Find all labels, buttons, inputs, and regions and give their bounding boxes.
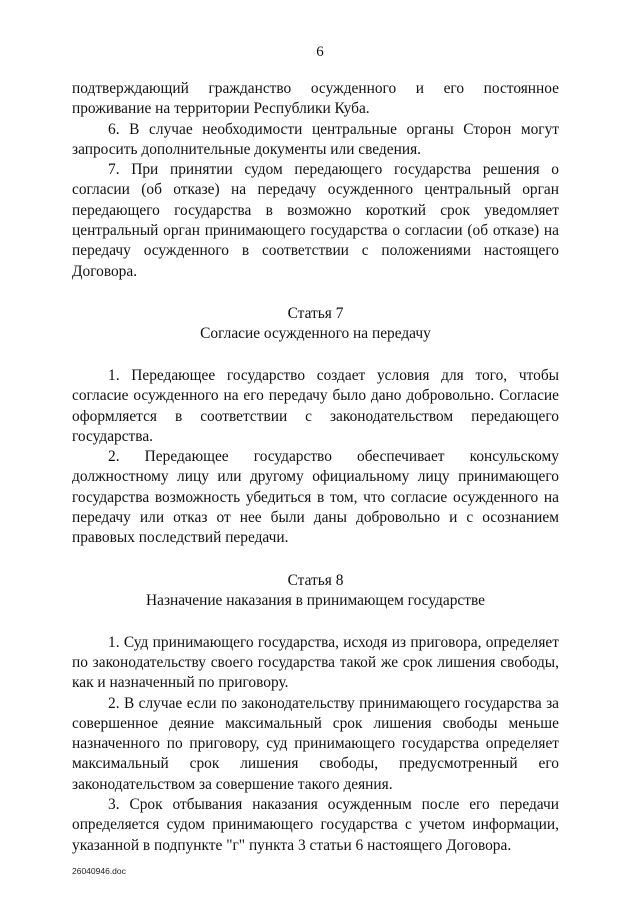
article-8-paragraph-2: 2. В случае если по законодательству принимающего государства за совершенное деяние максимальный срок лишения свободы меньше назначенного по приговору, суд принимающего государства определяет максимальный срок лишения свободы, предусмотренный его законодательством за совершение такого деяния. — [72, 694, 559, 793]
article-8-paragraph-1: 1. Суд принимающего государства, исходя из приговора, определяет по законодательству своего государства такой же срок лишения свободы, как и назначенный по приговору. — [72, 633, 559, 692]
article-8-number: Статья 8 — [287, 571, 344, 589]
article-8-paragraph-3: 3. Срок отбывания наказания осужденным после его передачи определяется судом принимающего государства с учетом информации, указанной в подпункте "г" пункта 3 статьи 6 настоящего Договора. — [72, 796, 559, 854]
article-7-paragraph-2: 2. Передающее государство обеспечивает консульскому должностному лицу или другому официальному лицу принимающего государства возможность убедиться в том, что согласие осужденного на передачу или отказ от нее были даны добровольно и с осознанием правовых последствий передачи. — [72, 448, 559, 547]
article-7-paragraph-1: 1. Передающее государство создает условия для того, чтобы согласие осужденного на его передачу было дано добровольно. Согласие оформляется в соответствии с законодательством передающего государства. — [72, 366, 559, 445]
paragraph-item-6: 6. В случае необходимости центральные органы Сторон могут запросить дополнительные документы или сведения. — [72, 120, 559, 158]
paragraph-item-7: 7. При принятии судом передающего государства решения о согласии (об отказе) на передачу осужденного центральный орган передающего государства в возможно короткий срок уведомляет центральный орган принимающего государства о согласии (об отказе) на передачу осужденного в соответствии с положениями настоящего Договора. — [72, 161, 559, 280]
article-7-title: Согласие осужденного на передачу — [200, 324, 431, 342]
article-8-title: Назначение наказания в принимающем государстве — [146, 591, 485, 609]
file-name-footer: 26040946.doc — [72, 866, 126, 876]
document-body — [72, 79, 559, 856]
article-7-number: Статья 7 — [287, 304, 344, 322]
page-number: 6 — [316, 44, 324, 60]
paragraph-continuation: подтверждающий гражданство осужденного и его постоянное проживание на территории Республики Куба. — [72, 80, 559, 118]
